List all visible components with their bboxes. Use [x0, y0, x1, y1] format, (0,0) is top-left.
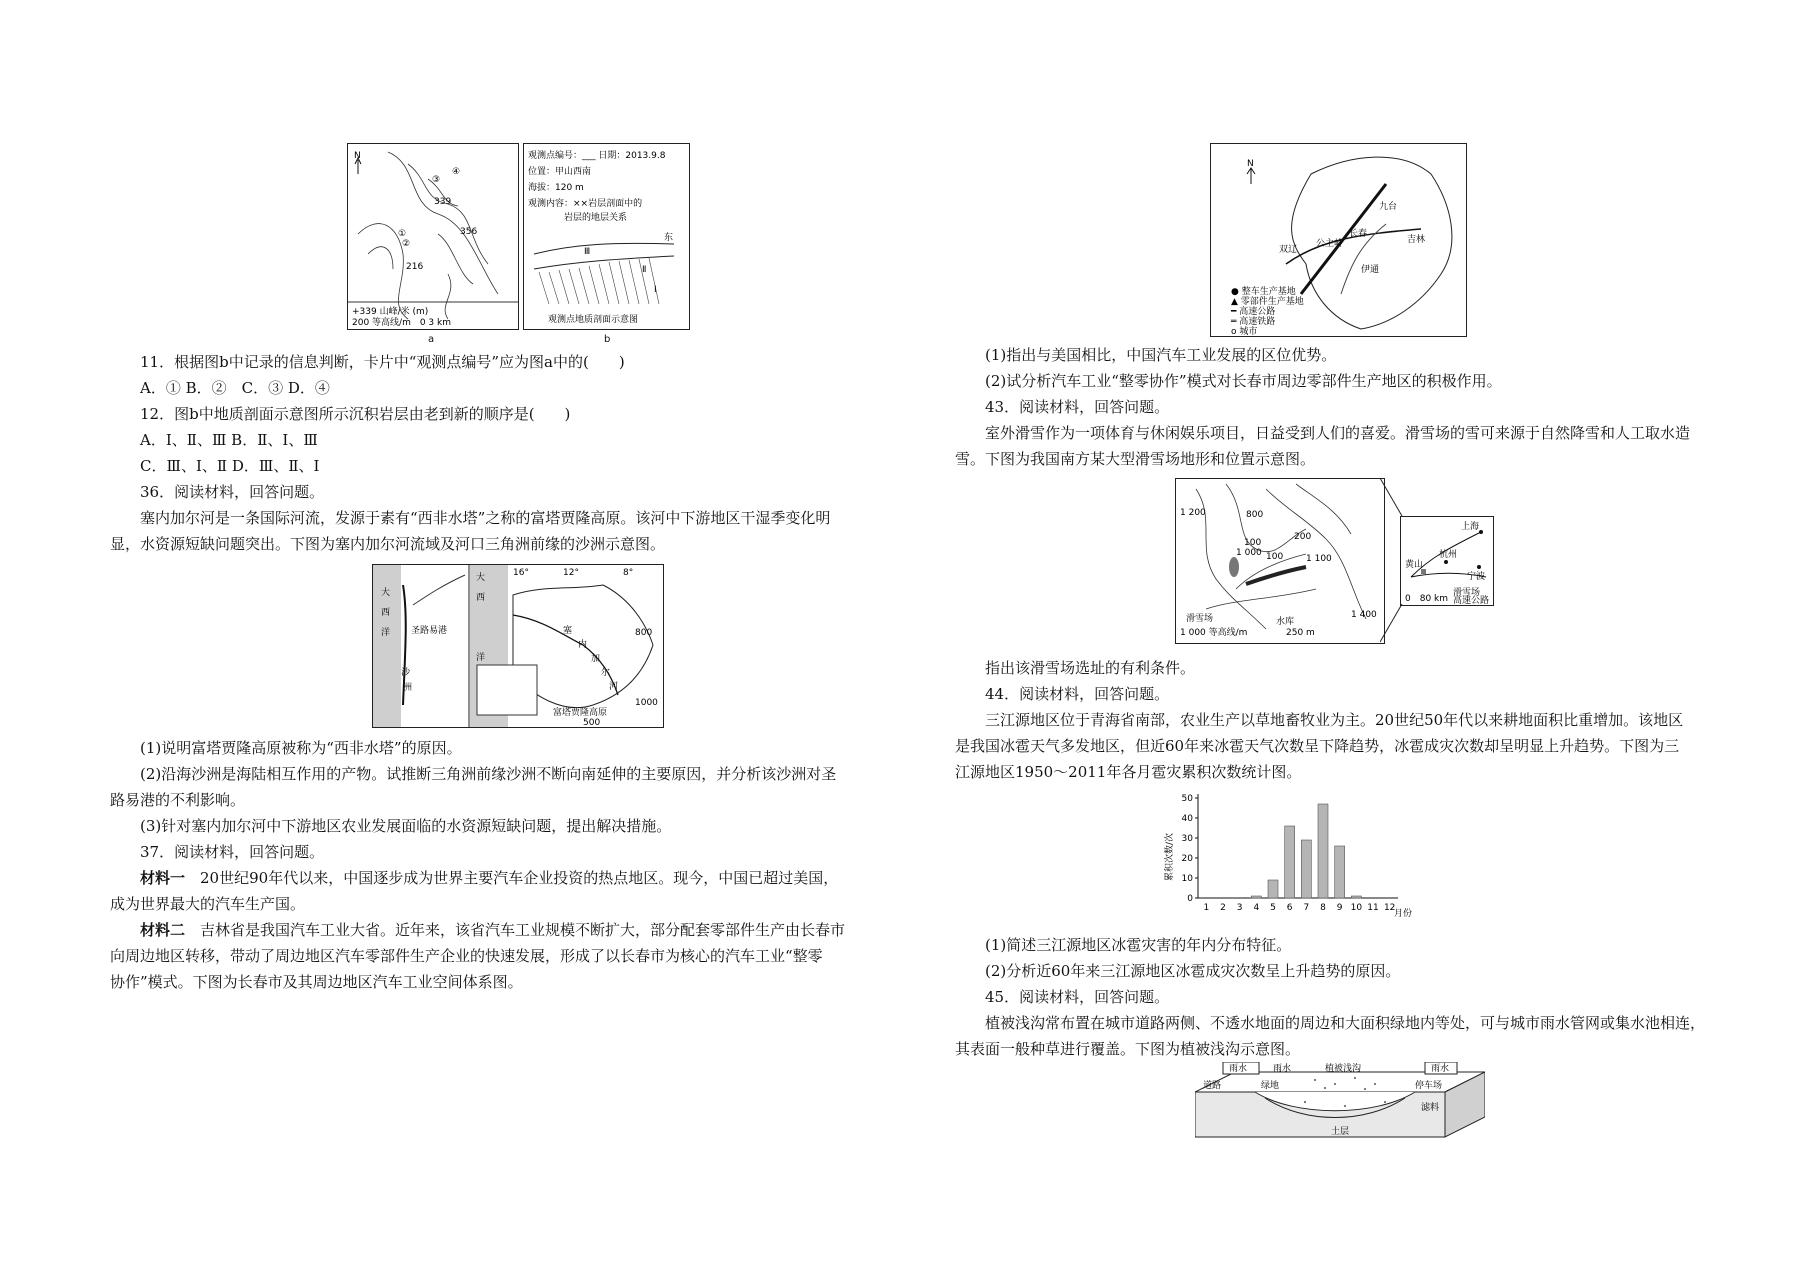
chart-x-tick-label: 7 — [1303, 903, 1310, 913]
question-37-1: (1)指出与美国相比，中国汽车工业发展的区位优势。 — [985, 346, 1337, 364]
chart-y-tick-label: 30 — [1181, 834, 1193, 844]
question-11: 11．根据图b中记录的信息判断，卡片中“观测点编号”应为图a中的( ) — [140, 353, 625, 371]
svg-text:1 400: 1 400 — [1351, 610, 1377, 620]
svg-text:12°: 12° — [563, 568, 579, 578]
svg-text:观测点编号：___ 日期：2013.9.8: 观测点编号：___ 日期：2013.9.8 — [528, 151, 666, 161]
question-37-2: (2)试分析汽车工业“整零协作”模式对长春市周边零部件生产地区的积极作用。 — [985, 372, 1502, 390]
svg-text:岩层的地层关系: 岩层的地层关系 — [564, 213, 628, 223]
svg-text:滑雪场: 滑雪场 — [1453, 588, 1481, 598]
svg-text:250 m: 250 m — [1286, 628, 1315, 638]
svg-text:水库: 水库 — [1276, 617, 1295, 627]
chart-x-tick-label: 3 — [1236, 903, 1243, 913]
svg-text:N: N — [1247, 159, 1254, 169]
svg-text:道路: 道路 — [1203, 1081, 1222, 1091]
q44-paragraph-2: 是我国冰雹天气多发地区，但近60年来冰雹天气次数呈下降趋势，冰雹成灾次数却呈明显上升趋势。下图为三 — [955, 737, 1680, 755]
svg-text:海拔：120 m: 海拔：120 m — [528, 183, 584, 193]
material-1-line-1 — [140, 868, 838, 888]
chart-bar-month-8 — [1318, 804, 1328, 898]
inset-connector-lines — [1380, 478, 1410, 648]
svg-text:━ 高速公路: ━ 高速公路 — [1231, 307, 1276, 317]
svg-text:杭州: 杭州 — [1439, 550, 1458, 560]
figure-vegetated-swale-diagram — [1195, 1062, 1485, 1140]
svg-text:8°: 8° — [623, 568, 634, 578]
svg-text:大: 大 — [476, 573, 486, 583]
figure-senegal-river-map — [372, 564, 664, 728]
chart-bar-month-10 — [1351, 896, 1361, 898]
chart-y-tick-label: 50 — [1181, 794, 1193, 804]
question-43: 43．阅读材料，回答问题。 — [985, 398, 1170, 416]
svg-text:雨水: 雨水 — [1431, 1064, 1450, 1074]
svg-text:西: 西 — [381, 608, 391, 618]
chart-y-tick-label: 10 — [1181, 874, 1193, 884]
svg-text:宁波: 宁波 — [1467, 572, 1486, 582]
q45-paragraph-2: 其表面一般种草进行覆盖。下图为植被浅沟示意图。 — [955, 1040, 1301, 1058]
svg-text:+339 山峰/米 (m): +339 山峰/米 (m) — [352, 307, 429, 317]
q43-paragraph-2: 雪。下图为我国南方某大型滑雪场地形和位置示意图。 — [955, 450, 1316, 468]
chart-x-tick-label: 10 — [1350, 903, 1363, 913]
svg-text:16°: 16° — [513, 568, 529, 578]
svg-text:500: 500 — [583, 718, 601, 727]
svg-text:N: N — [354, 151, 361, 161]
svg-text:200 等高线/m 0 3 km: 200 等高线/m 0 3 km — [352, 318, 451, 328]
svg-text:大: 大 — [381, 588, 391, 598]
figure-b-observation-card — [523, 143, 690, 330]
svg-text:长春: 长春 — [1349, 229, 1368, 239]
chart-x-tick-label: 12 — [1383, 903, 1396, 913]
svg-text:②: ② — [402, 239, 411, 249]
svg-text:o 城市: o 城市 — [1231, 327, 1258, 336]
svg-text:1 200: 1 200 — [1180, 508, 1206, 518]
q44-paragraph-1: 三江源地区位于青海省南部，农业生产以草地畜牧业为主。20世纪50年代以来耕地面积比重增加。该地区 — [985, 711, 1684, 729]
svg-text:沙: 沙 — [401, 668, 411, 678]
chart-x-tick-label: 9 — [1336, 903, 1343, 913]
chart-x-tick-label: 11 — [1367, 903, 1379, 913]
question-12-options-1: A．Ⅰ、Ⅱ、Ⅲ B．Ⅱ、Ⅰ、Ⅲ — [140, 431, 318, 449]
chart-bar-month-6 — [1285, 826, 1295, 898]
question-36: 36．阅读材料，回答问题。 — [140, 483, 325, 501]
question-44: 44．阅读材料，回答问题。 — [985, 685, 1170, 703]
question-36-1: (1)说明富塔贾隆高原被称为“西非水塔”的原因。 — [140, 739, 462, 757]
question-43-ask: 指出该滑雪场选址的有利条件。 — [985, 659, 1196, 677]
material-2-line-2: 向周边地区转移，带动了周边地区汽车零部件生产企业的快速发展，形成了以长春市为核心的汽车工业“整零 — [110, 947, 823, 965]
chart-bar-month-5 — [1268, 880, 1278, 898]
hail-disaster-bar-chart — [1160, 786, 1440, 921]
svg-text:③: ③ — [432, 175, 441, 185]
figure-ski-resort-contour-map — [1175, 478, 1385, 644]
svg-text:位置：甲山西南: 位置：甲山西南 — [528, 167, 592, 177]
svg-text:公主岭: 公主岭 — [1316, 239, 1344, 249]
q43-paragraph-1: 室外滑雪作为一项体育与休闲娱乐项目，日益受到人们的喜爱。滑雪场的雪可来源于自然降雪和人工取水造 — [985, 424, 1691, 442]
question-12-options-2: C．Ⅲ、Ⅰ、Ⅱ D．Ⅲ、Ⅱ、Ⅰ — [140, 457, 320, 475]
svg-text:洋: 洋 — [476, 653, 486, 663]
question-37: 37．阅读材料，回答问题。 — [140, 843, 325, 861]
svg-text:①: ① — [398, 229, 407, 239]
chart-x-tick-label: 5 — [1270, 903, 1276, 913]
question-44-2: (2)分析近60年来三江源地区冰雹成灾次数呈上升趋势的原因。 — [985, 962, 1401, 980]
svg-text:东: 东 — [664, 233, 674, 243]
svg-text:洲: 洲 — [403, 683, 413, 693]
svg-text:加: 加 — [591, 654, 601, 664]
chart-axes — [1198, 794, 1398, 898]
svg-text:④: ④ — [452, 167, 461, 177]
svg-text:黄山: 黄山 — [1405, 560, 1424, 570]
material-2-line-1 — [140, 920, 845, 940]
svg-text:▲ 零部件生产基地: ▲ 零部件生产基地 — [1231, 297, 1304, 307]
svg-text:● 整车生产基地: ● 整车生产基地 — [1231, 287, 1296, 297]
svg-text:圣路易港: 圣路易港 — [411, 626, 448, 636]
material-2-text: 吉林省是我国汽车工业大省。近年来，该省汽车工业规模不断扩大，部分配套零部件生产由长春市 — [185, 921, 846, 939]
question-11-options: A．① B．② C．③ D．④ — [140, 379, 330, 397]
figure-b-caption: b — [604, 334, 611, 345]
question-44-1: (1)简述三江源地区冰雹灾害的年内分布特征。 — [985, 936, 1292, 954]
chart-bar-month-9 — [1335, 846, 1345, 898]
material-1-text: 20世纪90年代以来，中国逐步成为世界主要汽车企业投资的热点地区。现今，中国已超过美国， — [185, 869, 839, 887]
svg-text:216: 216 — [406, 262, 424, 272]
svg-text:植被浅沟: 植被浅沟 — [1325, 1064, 1362, 1074]
svg-text:800: 800 — [635, 628, 653, 638]
svg-text:滑雪场: 滑雪场 — [1186, 614, 1214, 624]
svg-text:塞: 塞 — [563, 626, 573, 636]
svg-text:雨水: 雨水 — [1273, 1064, 1292, 1074]
figure-a-caption: a — [428, 334, 435, 345]
chart-y-axis-label: 累积次数/次 — [1165, 832, 1175, 881]
q36-paragraph-2: 显，水资源短缺问题突出。下图为塞内加尔河流域及河口三角洲前缘的沙洲示意图。 — [110, 535, 666, 553]
svg-text:富塔贾隆高原: 富塔贾隆高原 — [553, 708, 608, 718]
svg-text:200: 200 — [1294, 532, 1312, 542]
chart-y-tick-label: 0 — [1187, 894, 1193, 904]
svg-text:河: 河 — [609, 682, 619, 692]
question-36-3: (3)针对塞内加尔河中下游地区农业发展面临的水资源短缺问题，提出解决措施。 — [140, 817, 672, 835]
chart-bar-month-7 — [1301, 840, 1311, 898]
material-1-line-2: 成为世界最大的汽车生产国。 — [110, 895, 306, 913]
figure-a-contour-map — [347, 143, 519, 330]
chart-bar-month-4 — [1251, 896, 1261, 898]
svg-text:339: 339 — [434, 197, 452, 207]
svg-text:356: 356 — [460, 227, 478, 237]
svg-text:1 000: 1 000 — [1236, 548, 1262, 558]
svg-text:1 100: 1 100 — [1306, 554, 1332, 564]
svg-text:═ 高速铁路: ═ 高速铁路 — [1231, 317, 1276, 327]
chart-y-tick-label: 40 — [1181, 814, 1193, 824]
svg-text:绿地: 绿地 — [1261, 1081, 1280, 1091]
svg-text:0 80 km: 0 80 km — [1405, 594, 1449, 604]
svg-text:西: 西 — [476, 593, 486, 603]
svg-text:观测点地质剖面示意图: 观测点地质剖面示意图 — [548, 315, 639, 325]
svg-text:800: 800 — [1246, 510, 1264, 520]
svg-text:雨水: 雨水 — [1229, 1064, 1248, 1074]
material-2-line-3: 协作”模式。下图为长春市及其周边地区汽车工业空间体系图。 — [110, 973, 523, 991]
q45-paragraph-1: 植被浅沟常布置在城市道路两侧、不透水地面的周边和大面积绿地内等处，可与城市雨水管网或集水池相连， — [985, 1014, 1706, 1032]
chart-x-tick-label: 6 — [1286, 903, 1293, 913]
chart-x-tick-label: 2 — [1220, 903, 1226, 913]
svg-text:九台: 九台 — [1379, 202, 1398, 212]
svg-text:吉林: 吉林 — [1407, 235, 1426, 245]
svg-text:双辽: 双辽 — [1279, 245, 1298, 255]
svg-text:高速公路: 高速公路 — [1453, 596, 1490, 605]
chart-x-tick-label: 8 — [1320, 903, 1326, 913]
figure-ski-resort-location-inset — [1400, 516, 1494, 606]
question-36-2b: 路易港的不利影响。 — [110, 791, 246, 809]
question-12: 12．图b中地质剖面示意图所示沉积岩层由老到新的顺序是( ) — [140, 405, 571, 423]
svg-text:土层: 土层 — [1331, 1127, 1350, 1137]
svg-text:Ⅱ: Ⅱ — [642, 265, 647, 275]
svg-text:1000: 1000 — [635, 698, 658, 708]
q36-paragraph-1: 塞内加尔河是一条国际河流，发源于素有“西非水塔”之称的富塔贾隆高原。该河中下游地区干湿季变化明 — [140, 509, 831, 527]
svg-text:尔: 尔 — [601, 668, 611, 678]
svg-text:上海: 上海 — [1461, 522, 1480, 532]
q44-paragraph-3: 江源地区1950～2011年各月雹灾累积次数统计图。 — [955, 763, 1302, 781]
material-2-label: 材料二 — [140, 921, 186, 939]
chart-x-tick-label: 4 — [1253, 903, 1260, 913]
chart-x-tick-label: 1 — [1203, 903, 1210, 913]
svg-text:内: 内 — [578, 640, 588, 650]
svg-text:100: 100 — [1244, 538, 1262, 548]
question-45: 45．阅读材料，回答问题。 — [985, 988, 1170, 1006]
svg-text:100: 100 — [1266, 552, 1284, 562]
chart-y-tick-label: 20 — [1181, 854, 1193, 864]
svg-text:观测内容：××岩层剖面中的: 观测内容：××岩层剖面中的 — [528, 199, 643, 209]
svg-text:1 000 等高线/m: 1 000 等高线/m — [1180, 628, 1248, 638]
question-36-2a: (2)沿海沙洲是海陆相互作用的产物。试推断三角洲前缘沙洲不断向南延伸的主要原因，并分析该沙洲对圣 — [140, 765, 837, 783]
svg-text:Ⅰ: Ⅰ — [654, 285, 657, 295]
svg-text:停车场: 停车场 — [1415, 1081, 1443, 1091]
material-1-label: 材料一 — [140, 869, 186, 887]
svg-text:Ⅲ: Ⅲ — [584, 247, 591, 257]
svg-text:洋: 洋 — [381, 628, 391, 638]
chart-x-unit-label: 月份 — [1394, 909, 1413, 919]
svg-text:伊通: 伊通 — [1361, 265, 1380, 275]
svg-text:滤料: 滤料 — [1421, 1103, 1440, 1113]
figure-changchun-auto-industry-map — [1210, 143, 1467, 337]
